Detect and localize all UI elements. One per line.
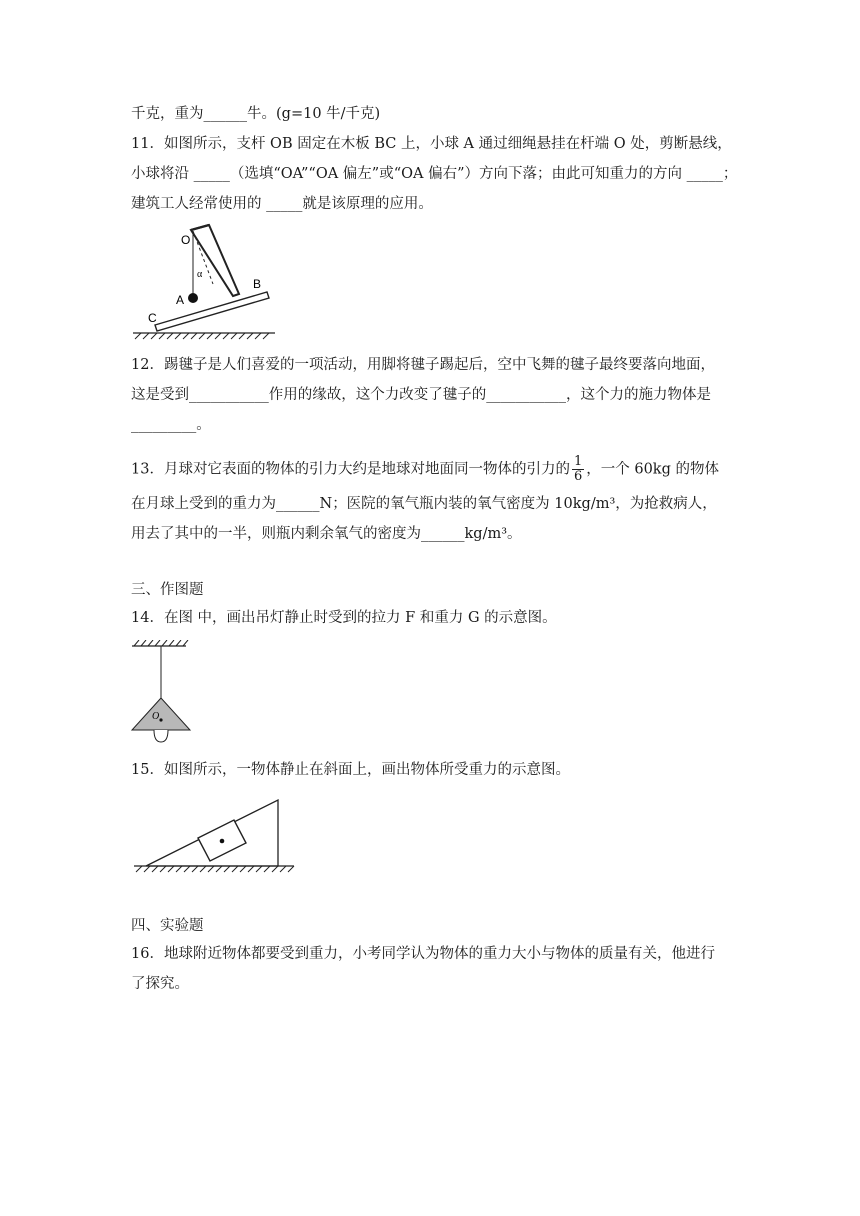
q11-text: （选填“OA”“OA 偏左”或“OA 偏右”）方向下落；由此可知重力的方向 (229, 166, 687, 182)
q13-line2 (131, 494, 717, 514)
fraction-denominator: 6 (573, 469, 583, 484)
q11-text: 小球将沿 (131, 166, 194, 182)
q13-text: 用去了其中的一半，则瓶内剩余氧气的密度为 (131, 526, 421, 542)
q14-figure (128, 640, 198, 750)
q12-blank-3[interactable]: _________ (131, 417, 197, 433)
q13-blank-2[interactable]: ______ (421, 526, 465, 542)
q11-label-c: C (148, 311, 157, 325)
q11-label-b: B (253, 277, 262, 291)
q11-blank-3[interactable]: _____ (266, 196, 303, 212)
q12-text: 。 (196, 417, 211, 433)
q11-label-a: A (176, 293, 185, 307)
q11-label-alpha: α (197, 269, 203, 280)
q12-line1: 12．踢毽子是人们喜爱的一项活动，用脚将毽子踢起后，空中飞舞的毽子最终要落向地面， (131, 357, 715, 373)
q11-line2 (131, 164, 737, 184)
q14-label-o: O (152, 711, 160, 722)
q16-line2: 了探究。 (131, 976, 189, 992)
q15-text: 15．如图所示，一物体静止在斜面上，画出物体所受重力的示意图。 (131, 762, 570, 778)
q10-tail-text: 千克，重为 (131, 106, 204, 122)
section-title-experiment: 四、实验题 (131, 918, 204, 934)
q14-text: 14．在图 中，画出吊灯静止时受到的拉力 F 和重力 G 的示意图。 (131, 610, 557, 626)
q11-line1: 11．如图所示，支杆 OB 固定在木板 BC 上，小球 A 通过细绳悬挂在杆端 O 处，剪断悬线， (131, 136, 732, 152)
q13-line3 (131, 524, 522, 544)
q10-blank[interactable]: ______ (203, 106, 247, 122)
q13-text: ，一个 60kg 的物体 (586, 461, 719, 478)
q11-figure (125, 222, 285, 347)
q13-blank-1[interactable]: ______ (276, 496, 320, 512)
q11-label-o: O (181, 233, 191, 247)
q13-text: kg/m³。 (464, 526, 522, 542)
q12-line2 (131, 385, 711, 405)
q13-text: 13．月球对它表面的物体的引力大约是地球对地面同一物体的引力的 (131, 461, 570, 478)
q10-tail-line (131, 104, 380, 124)
q13-line1 (131, 455, 719, 484)
q11-line3 (131, 194, 433, 214)
q12-text: 这是受到 (131, 387, 189, 403)
q16-line1: 16．地球附近物体都要受到重力，小考同学认为物体的重力大小与物体的质量有关，他进行 (131, 946, 715, 962)
section-title-drawing: 三、作图题 (131, 582, 204, 598)
q12-blank-2[interactable]: ___________ (486, 387, 566, 403)
q15-figure (128, 788, 300, 880)
q13-text: 在月球上受到的重力为 (131, 496, 276, 512)
q12-line3 (131, 415, 211, 435)
q12-blank-1[interactable]: ___________ (189, 387, 269, 403)
q11-text: 建筑工人经常使用的 (131, 196, 267, 212)
q11-blank-1[interactable]: _____ (193, 166, 230, 182)
q12-text: 作用的缘故，这个力改变了毽子的 (268, 387, 487, 403)
q11-text: ； (722, 166, 738, 182)
q11-blank-2[interactable]: _____ (686, 166, 723, 182)
q13-text: N；医院的氧气瓶内装的氧气密度为 10kg/m³，为抢救病人， (319, 496, 717, 512)
fraction-numerator: 1 (573, 454, 583, 469)
q12-text: ，这个力的施力物体是 (566, 387, 711, 403)
q10-tail-post: 牛。(g=10 牛/千克) (247, 106, 381, 122)
q11-text: 就是该原理的应用。 (302, 196, 433, 212)
q13-fraction (572, 455, 584, 484)
